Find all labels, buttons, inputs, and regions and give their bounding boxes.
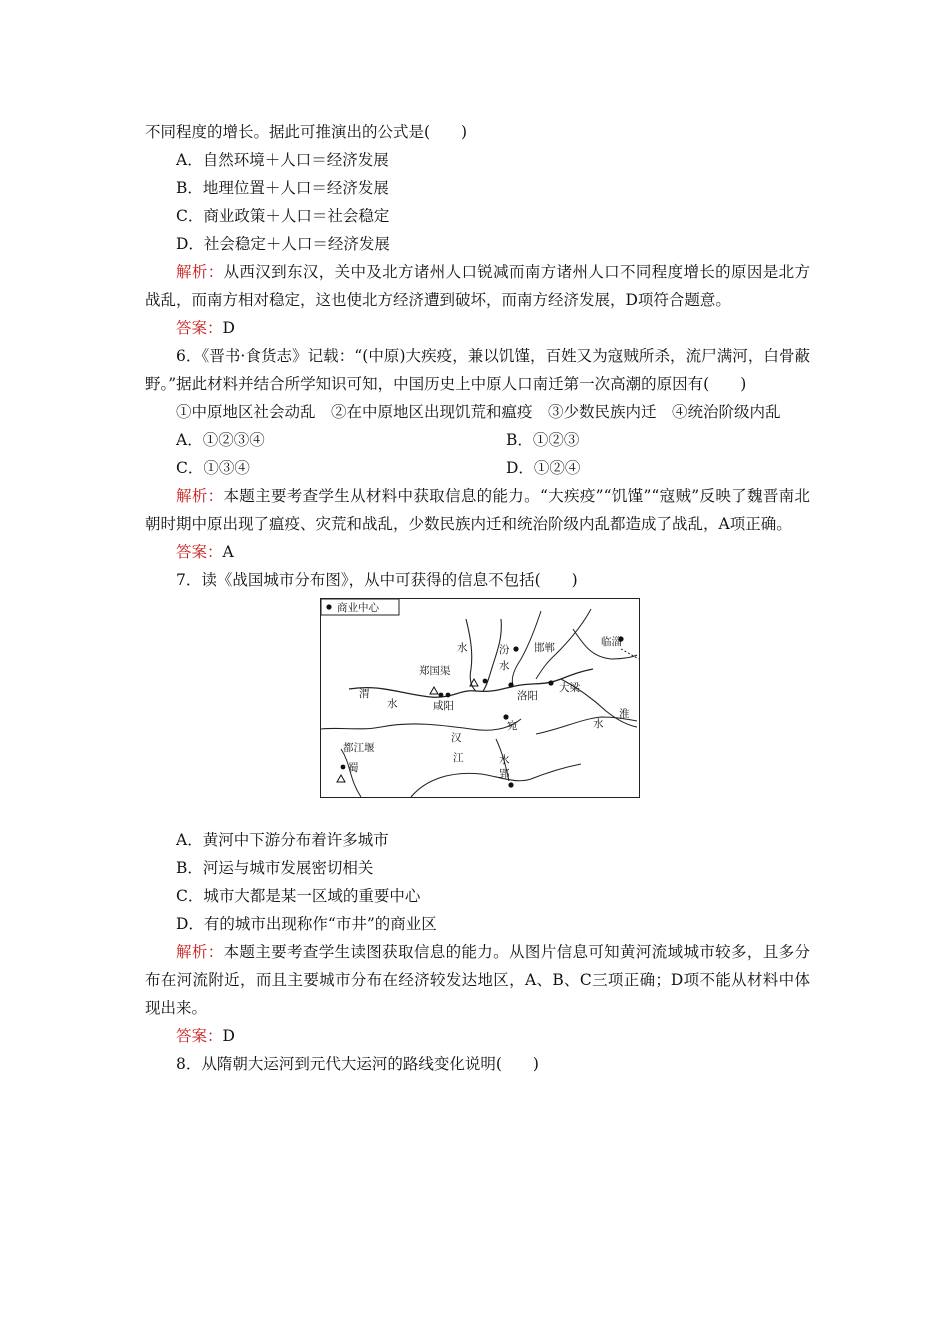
- q6-option-a: A．①②③④: [176, 431, 265, 449]
- city-xianyang-dot-icon: [439, 693, 444, 698]
- city-xianyang-dot-icon: [446, 693, 451, 698]
- map-label-shui: 水: [499, 660, 510, 672]
- q6-options-row-1: [145, 426, 810, 454]
- map-label-shui: 水: [593, 718, 604, 730]
- q5-option-c: C．商业政策＋人口＝社会稳定: [176, 207, 390, 225]
- han-river-line: [321, 719, 521, 730]
- q5-answer-value: D: [222, 319, 235, 337]
- triangle-marker-icon: [430, 687, 438, 694]
- legend-dot-icon: [326, 604, 331, 609]
- q6-option-c: C．①③④: [176, 459, 250, 477]
- q5-analysis: [145, 258, 810, 314]
- map-label-shu: 蜀: [348, 762, 359, 774]
- city-handan-dot-icon: [513, 646, 518, 651]
- q6-items: ①中原地区社会动乱 ②在中原地区出现饥荒和瘟疫 ③少数民族内迁 ④统治阶级内乱: [176, 403, 781, 421]
- q7-option-b: B．河运与城市发展密切相关: [176, 859, 374, 877]
- map-label-wan: 宛: [507, 720, 518, 732]
- city-daliang-dot-icon: [548, 680, 553, 685]
- q5-option-a: A．自然环境＋人口＝经济发展: [176, 151, 389, 169]
- map-label-linzi: 临淄: [601, 636, 622, 648]
- q6-options-row-2: [145, 454, 810, 482]
- q7-analysis-text: 本题主要考查学生读图获取信息的能力。从图片信息可知黄河流域城市较多，且多分布在河流附近，而且主要城市分布在经济较发达地区，A、B、C三项正确；D项不能从材料中体现出来。: [145, 943, 810, 1017]
- map-label-ying: 郢: [499, 768, 510, 780]
- map-label-shui: 水: [499, 754, 510, 766]
- q5-stem: 不同程度的增长。据此可推演出的公式是( ): [145, 123, 468, 141]
- analysis-label: 解析：: [176, 943, 224, 961]
- q6-stem: 6．《晋书·食货志》记载：“(中原)大疾疫，兼以饥馑，百姓又为寇贼所杀，流尸满河，白骨蔽野。”据此材料并结合所学知识可知，中国历史上中原人口南迁第一次高潮的原因有( ): [145, 347, 810, 393]
- q6-analysis-text: 本题主要考查学生从材料中获取信息的能力。“大疾疫”“饥馑”“寇贼”反映了魏晋南北朝时期中原出现了瘟疫、灾荒和战乱，少数民族内迁和统治阶级内乱都造成了战乱，A项正确。: [145, 487, 810, 533]
- map-label-fen: 汾: [499, 644, 510, 656]
- answer-label: 答案：: [176, 543, 223, 561]
- q8-stem: 8．从隋朝大运河到元代大运河的路线变化说明( ): [176, 1055, 539, 1073]
- map-label-shui: 水: [457, 642, 468, 654]
- map-label-luoyang: 洛阳: [517, 690, 538, 702]
- map-label-shui: 水: [387, 698, 398, 710]
- answer-label: 答案：: [176, 319, 223, 337]
- map-label-huai: 淮: [619, 708, 630, 720]
- q5-analysis-text: 从西汉到东汉，关中及北方诸州人口锐减而南方诸州人口不同程度增长的原因是北方战乱，而南方相对稳定，这也使北方经济遭到破坏，而南方经济发展，D项符合题意。: [145, 263, 810, 309]
- analysis-label: 解析：: [176, 263, 224, 281]
- q7-option-a: A．黄河中下游分布着许多城市: [176, 831, 389, 849]
- analysis-label: 解析：: [176, 487, 224, 505]
- city-luoyang-dot-icon: [508, 682, 513, 687]
- map-label-handan: 邯郸: [534, 642, 555, 654]
- yangtze-river-line: [411, 764, 581, 797]
- q6-option-d: D．①②④: [506, 459, 581, 477]
- city-shu-dot-icon: [341, 765, 346, 770]
- q6-option-b: B．①②③: [506, 431, 580, 449]
- map-svg: [321, 599, 639, 797]
- triangle-marker-icon: [337, 775, 345, 782]
- q7-option-c: C．城市大都是某一区域的重要中心: [176, 887, 421, 905]
- answer-label: 答案：: [176, 1027, 223, 1045]
- q7-analysis: [145, 938, 810, 1022]
- legend-label: 商业中心: [337, 602, 379, 614]
- map-label-wei: 渭: [359, 688, 370, 700]
- q6-answer-value: A: [222, 543, 234, 561]
- city-ying-dot-icon: [508, 782, 513, 787]
- map-label-zhengguoqu: 郑国渠: [419, 665, 451, 677]
- map-label-daliang: 大梁: [559, 682, 580, 694]
- q7-answer: [145, 1022, 810, 1050]
- map-frame: [320, 598, 640, 798]
- q5-answer: [145, 314, 810, 342]
- map-label-dujiangyan: 都江堰: [343, 742, 375, 754]
- city-dot-icon: [483, 679, 488, 684]
- map-label-jiang: 江: [453, 752, 464, 764]
- map-label-han: 汉: [451, 732, 462, 744]
- q6-answer: [145, 538, 810, 566]
- q5-option-b: B．地理位置＋人口＝经济发展: [176, 179, 389, 197]
- q7-option-d: D．有的城市出现称作“市井”的商业区: [176, 915, 437, 933]
- city-wan-dot-icon: [503, 714, 508, 719]
- q6-analysis: [145, 482, 810, 538]
- q7-stem: 7．读《战国城市分布图》，从中可获得的信息不包括( ): [176, 571, 578, 589]
- map-label-xianyang: 咸阳: [433, 700, 454, 712]
- document-page: [145, 118, 810, 1078]
- q7-answer-value: D: [222, 1027, 235, 1045]
- q5-option-d: D．社会稳定＋人口＝经济发展: [176, 235, 390, 253]
- warring-states-city-map: [145, 598, 810, 820]
